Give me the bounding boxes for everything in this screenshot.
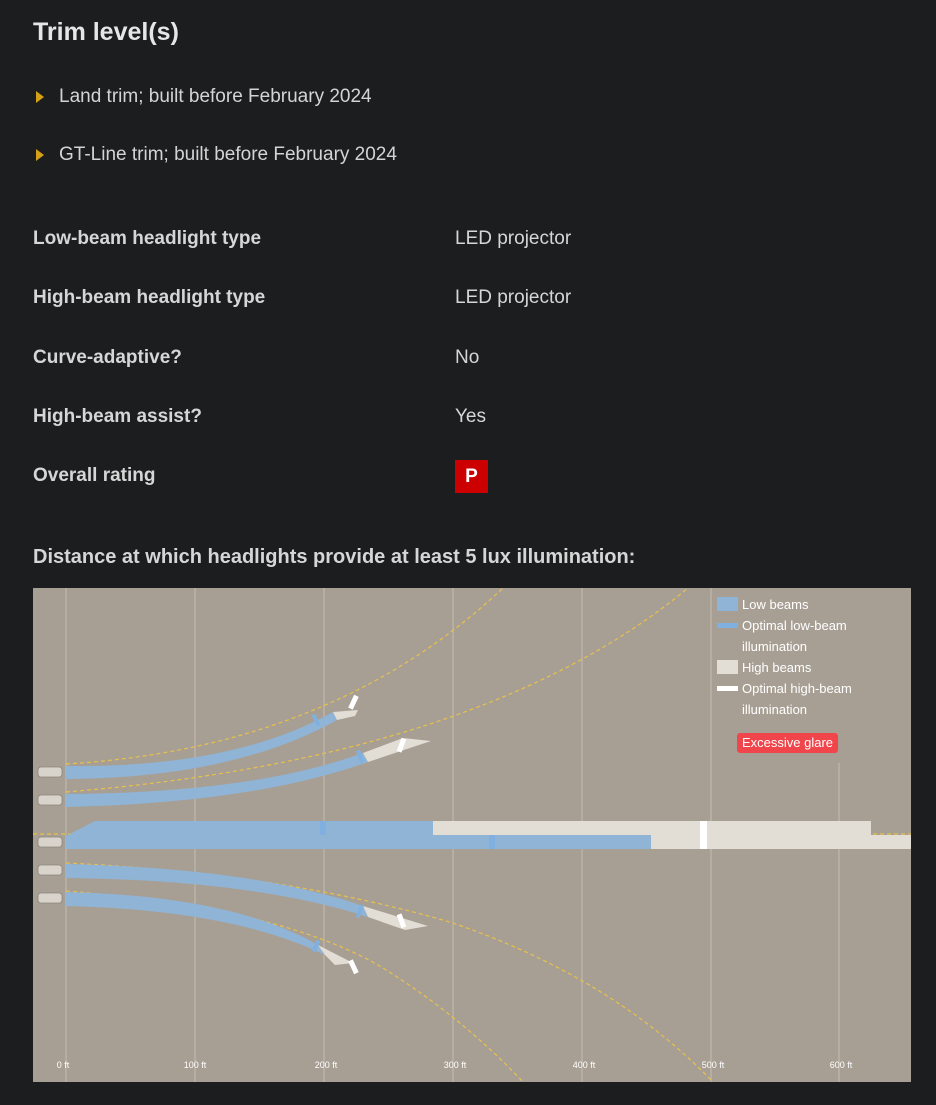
spec-label: Low-beam headlight type bbox=[33, 228, 262, 249]
spec-value: Yes bbox=[455, 406, 486, 427]
caret-right-icon bbox=[36, 91, 44, 103]
axis-tick-label: 300 ft bbox=[443, 1060, 467, 1070]
axis-tick-label: 0 ft bbox=[56, 1060, 70, 1070]
spec-value: LED projector bbox=[455, 287, 572, 308]
legend-item-optimal-low bbox=[717, 615, 907, 657]
spec-label: High-beam headlight type bbox=[33, 287, 266, 308]
legend-label: High beams bbox=[742, 660, 812, 675]
excessive-glare-badge: Excessive glare bbox=[737, 733, 838, 753]
optimal-high-left-tight bbox=[348, 695, 358, 710]
high-beam-right-tight bbox=[318, 945, 353, 965]
road-edge-left-inner bbox=[66, 588, 688, 792]
legend-label: Low beams bbox=[742, 597, 809, 612]
car-icon bbox=[38, 837, 62, 847]
axis-tick-label: 200 ft bbox=[314, 1060, 338, 1070]
legend-item-high-beams bbox=[717, 657, 907, 678]
axis-tick-label: 400 ft bbox=[572, 1060, 596, 1070]
trim-label: Land trim; built before February 2024 bbox=[59, 86, 372, 107]
trim-item-gt-line[interactable] bbox=[36, 144, 397, 166]
axis-tick-label: 600 ft bbox=[829, 1060, 853, 1070]
overall-label: Overall rating bbox=[33, 465, 156, 486]
legend-swatch bbox=[717, 623, 738, 628]
low-beam-straight bbox=[66, 821, 433, 849]
spec-label: Curve-adaptive? bbox=[33, 347, 182, 368]
spec-label: High-beam assist? bbox=[33, 406, 202, 427]
high-beam-left-tight bbox=[333, 710, 358, 720]
car-icon bbox=[38, 795, 62, 805]
car-icon bbox=[38, 767, 62, 777]
legend-label: Optimal low-beam illumination bbox=[742, 618, 847, 654]
car-icons bbox=[38, 767, 62, 903]
optimal-high-straight bbox=[700, 821, 707, 849]
low-beam-straight-lower bbox=[433, 835, 651, 849]
caret-right-icon bbox=[36, 149, 44, 161]
optimal-low-straight-lower bbox=[489, 835, 495, 849]
road-edge-right-outer bbox=[66, 891, 523, 1082]
optimal-low-straight-upper bbox=[320, 821, 326, 835]
legend-swatch bbox=[717, 660, 738, 674]
headlight-diagram bbox=[33, 588, 911, 1082]
car-icon bbox=[38, 893, 62, 903]
legend-label: Optimal high-beam illumination bbox=[742, 681, 852, 717]
overall-rating-badge: P bbox=[455, 460, 488, 493]
high-beam-right-wide bbox=[363, 906, 428, 930]
trim-item-land[interactable] bbox=[36, 86, 372, 108]
section-title: Trim level(s) bbox=[33, 18, 179, 46]
axis-tick-label: 100 ft bbox=[183, 1060, 207, 1070]
diagram-title: Distance at which headlights provide at least 5 lux illumination: bbox=[33, 546, 636, 568]
legend-swatch bbox=[717, 597, 738, 611]
legend-swatch bbox=[717, 686, 738, 691]
trim-label: GT-Line trim; built before February 2024 bbox=[59, 144, 397, 165]
legend-item-low-beams bbox=[717, 594, 907, 615]
car-icon bbox=[38, 865, 62, 875]
high-beam-straight-lower bbox=[651, 835, 911, 849]
legend-item-optimal-high bbox=[717, 678, 907, 720]
optimal-high-right-tight bbox=[348, 959, 358, 974]
axis-tick-label: 500 ft bbox=[701, 1060, 725, 1070]
spec-value: LED projector bbox=[455, 228, 572, 249]
legend bbox=[717, 594, 907, 720]
spec-value: No bbox=[455, 347, 480, 368]
high-beam-straight-upper bbox=[433, 821, 871, 835]
